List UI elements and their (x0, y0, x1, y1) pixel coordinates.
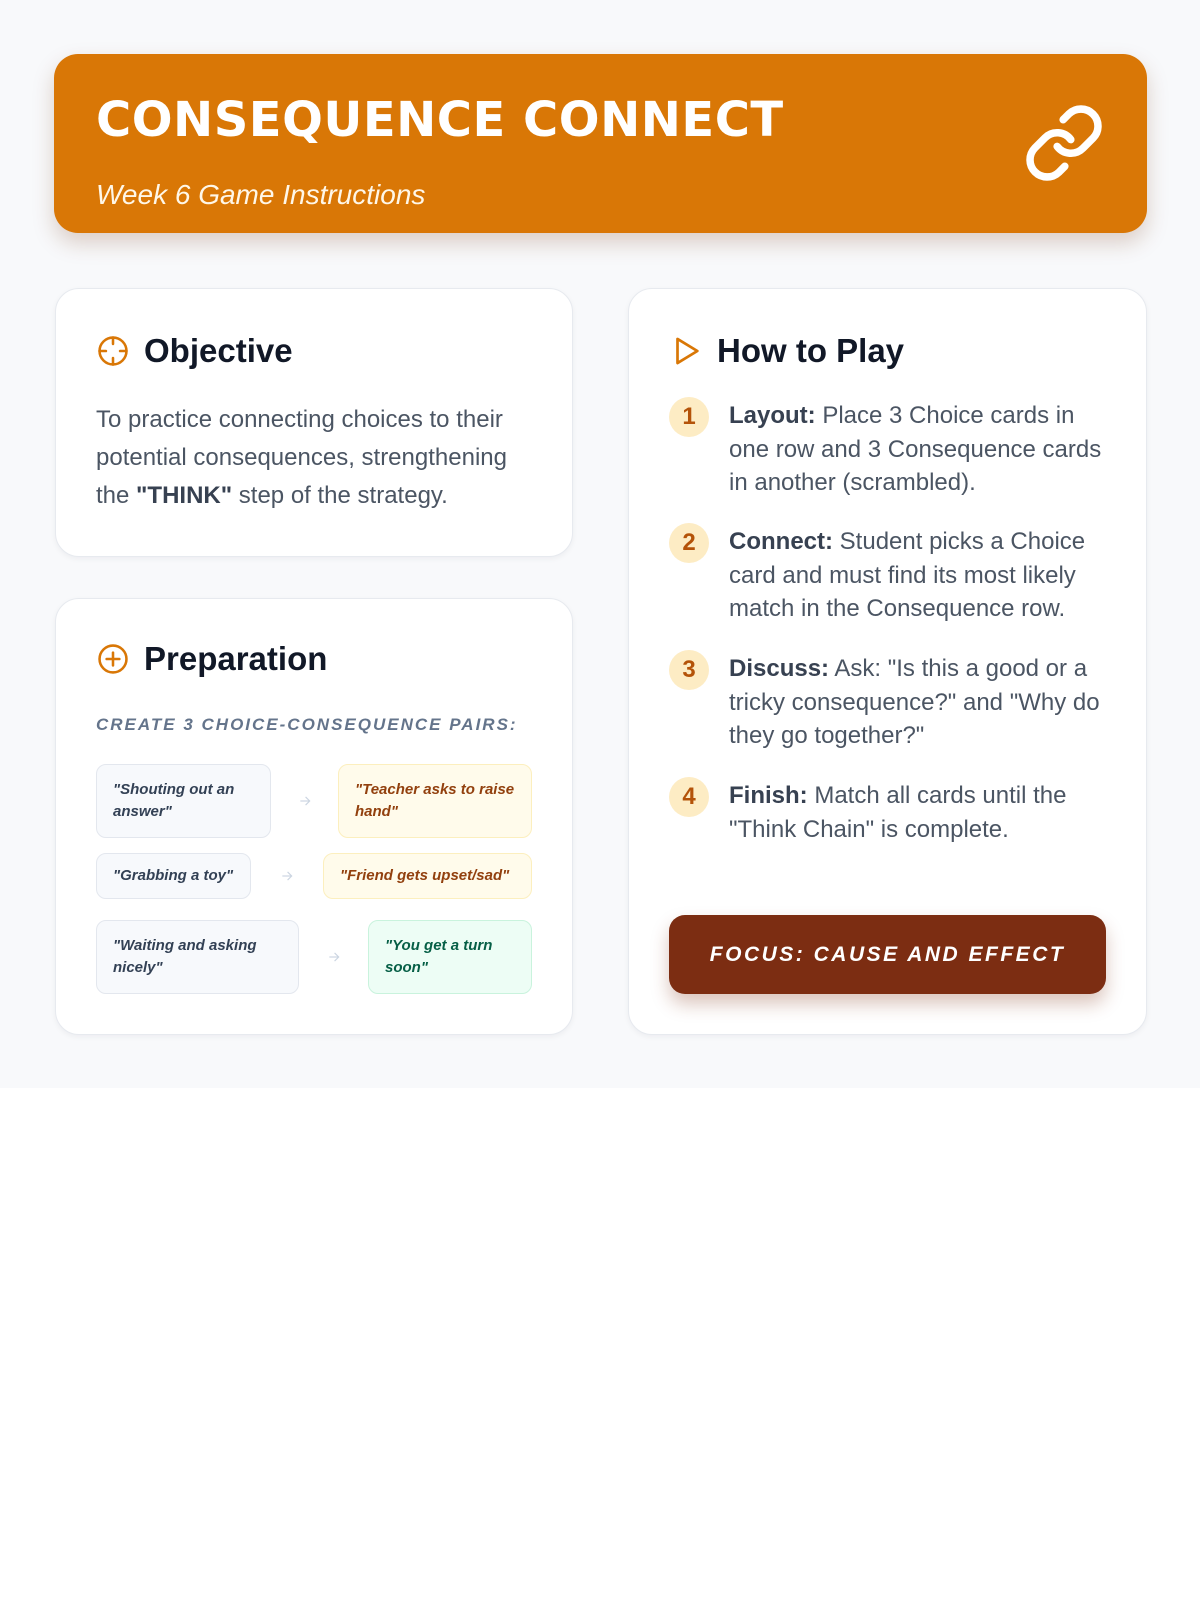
target-icon (96, 334, 130, 368)
how-to-play-card (628, 288, 1147, 1035)
consequence-card: "Teacher asks to raise hand" (338, 764, 532, 838)
choice-card: "Waiting and asking nicely" (96, 920, 299, 994)
step-number-badge: 1 (669, 397, 709, 437)
preparation-title: Preparation (144, 640, 328, 677)
arrow-right-icon (327, 950, 341, 964)
pair-row (96, 853, 532, 899)
how-to-play-heading (669, 331, 904, 371)
arrow-right-icon (298, 794, 312, 808)
step-text: Finish: Match all cards until the "Think Chain" is complete. (729, 782, 1067, 843)
step-number-badge: 3 (669, 650, 709, 690)
step-text: Layout: Place 3 Choice cards in one row and 3 Consequence cards in another (scrambled). (729, 402, 1102, 496)
objective-card (55, 288, 573, 557)
pair-row (96, 764, 532, 838)
step-text: Connect: Student picks a Choice card and must find its most likely match in the Consequence row. (729, 528, 1086, 622)
objective-heading (96, 331, 293, 371)
step-number-badge: 2 (669, 523, 709, 563)
header-banner (54, 54, 1147, 233)
pair-row (96, 920, 532, 994)
consequence-card: "You get a turn soon" (368, 920, 532, 994)
page-subtitle: Week 6 Game Instructions (96, 179, 426, 210)
preparation-heading (96, 639, 327, 679)
arrow-right-icon (280, 869, 294, 883)
how-to-play-title: How to Play (717, 332, 905, 369)
consequence-card: "Friend gets upset/sad" (323, 853, 532, 899)
choice-card: "Grabbing a toy" (96, 853, 251, 899)
link-icon (1023, 102, 1105, 184)
objective-title: Objective (144, 332, 293, 369)
page-title: CONSEQUENCE CONNECT (96, 92, 784, 148)
step-item (669, 779, 1109, 846)
choice-card: "Shouting out an answer" (96, 764, 271, 838)
plus-circle-icon (96, 642, 130, 676)
step-item (669, 652, 1109, 753)
step-item (669, 525, 1109, 626)
preparation-card (55, 598, 573, 1035)
step-item (669, 399, 1109, 500)
step-number-badge: 4 (669, 777, 709, 817)
step-text: Discuss: Ask: "Is this a good or a tricky consequence?" and "Why do they go together?" (729, 655, 1100, 749)
think-keyword: "THINK" (136, 482, 233, 509)
play-icon (669, 334, 703, 368)
objective-text: To practice connecting choices to their potential consequences, strengthening the "THINK" step of the strategy. (96, 406, 507, 509)
focus-banner: FOCUS: CAUSE AND EFFECT (669, 915, 1106, 994)
preparation-label: CREATE 3 CHOICE-CONSEQUENCE PAIRS: (96, 715, 518, 734)
